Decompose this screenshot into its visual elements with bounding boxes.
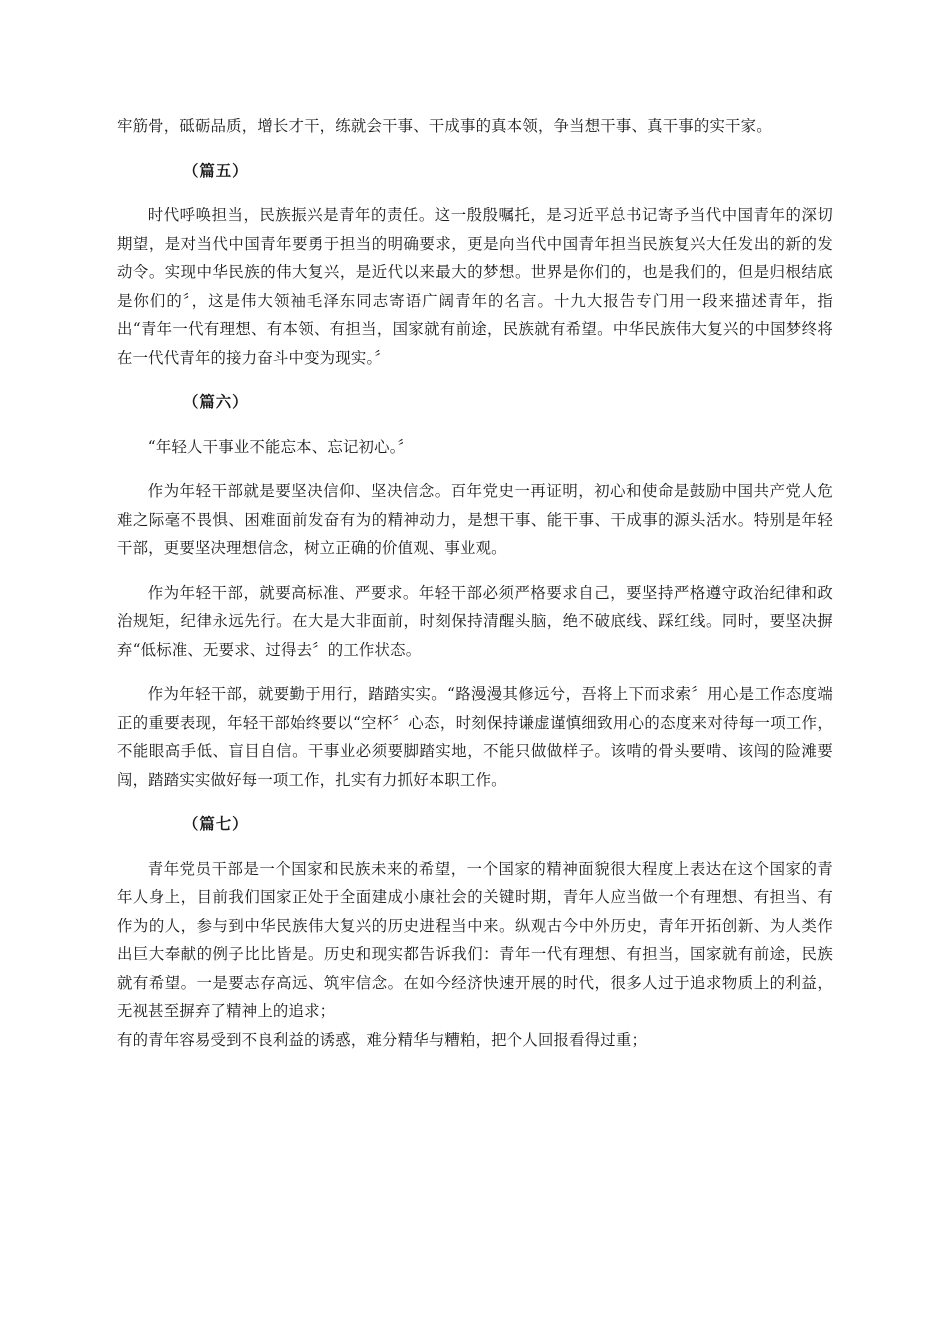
paragraph-section6-belief: 作为年轻干部就是要坚决信仰、坚决信念。百年党史一再证明，初心和使命是鼓励中国共产党人危难之际毫不畏惧、困难面前发奋有为的精神动力，是想干事、能干事、干成事的源头活水。特别是年轻干部，更要坚决理想信念，树立正确的价值观、事业观。: [117, 482, 833, 557]
paragraph-section5-body: 时代呼唤担当，民族振兴是青年的责任。这一殷殷嘱托，是习近平总书记寄予当代中国青年的深切期望，是对当代中国青年要勇于担当的明确要求，更是向当代中国青年担当民族复兴大任发出的新的发动令。实现中华民族的伟大复兴，是近代以来最大的梦想。世界是你们的，也是我们的，但是归根结底是你们的〞，这是伟大领袖毛泽东同志寄语广阔青年的名言。十九大报告专门用一段来描述青年，指出“青年一代有理想、有本领、有担当，国家就有前途，民族就有希望。中华民族伟大复兴的中国梦终将在一代代青年的接力奋斗中变为现实。〞: [117, 206, 833, 367]
paragraph-continuation: 牢筋骨，砥砺品质，增长才干，练就会干事、干成事的真本领，争当想干事、真干事的实干家。: [117, 117, 772, 135]
section-heading-6: （篇六）: [183, 393, 249, 411]
paragraph-section7-tail: 有的青年容易受到不良利益的诱惑，难分精华与糟粕，把个人回报看得过重；: [117, 1030, 648, 1049]
section-heading-5: （篇五）: [183, 161, 249, 180]
paragraph-section6-quote: “年轻人干事业不能忘本、忘记初心。〞: [147, 437, 414, 456]
document-body: [117, 112, 833, 1054]
paragraph-section7-body: 青年党员干部是一个国家和民族未来的希望，一个国家的精神面貌很大程度上表达在这个国家的青年人身上，目前我们国家正处于全面建成小康社会的关键时期，青年人应当做一个有理想、有担当、有作为的人，参与到中华民族伟大复兴的历史进程当中来。纵观古今中外历史，青年开拓创新、为人类作出巨大奉献的例子比比皆是。历史和现实都告诉我们：青年一代有理想、有担当，国家就有前途，民族就有希望。一是要志存高远、筑牢信念。在如今经济快速开展的时代，很多人过于追求物质上的利益，无视甚至摒弃了精神上的追求；: [117, 859, 833, 1020]
section-heading-7: （篇七）: [183, 815, 249, 833]
paragraph-section6-standards: 作为年轻干部，就要高标准、严要求。年轻干部必须严格要求自己，要坚持严格遵守政治纪律和政治规矩，纪律永远先行。在大是大非面前，时刻保持清醒头脑，绝不破底线、踩红线。同时，要坚决摒弃“低标准、无要求、过得去〞的工作状态。: [117, 583, 833, 659]
paragraph-section6-diligence: 作为年轻干部，就要勤于用行，踏踏实实。“路漫漫其修远兮，吾将上下而求索〞用心是工作态度端正的重要表现，年轻干部始终要以“空杯〞心态，时刻保持谦虚谨慎细致用心的态度来对待每一项工作，不能眼高手低、盲目自信。干事业必须要脚踏实地，不能只做做样子。该啃的骨头要啃、该闯的险滩要闯，踏踏实实做好每一项工作，扎实有力抓好本职工作。: [117, 685, 833, 789]
